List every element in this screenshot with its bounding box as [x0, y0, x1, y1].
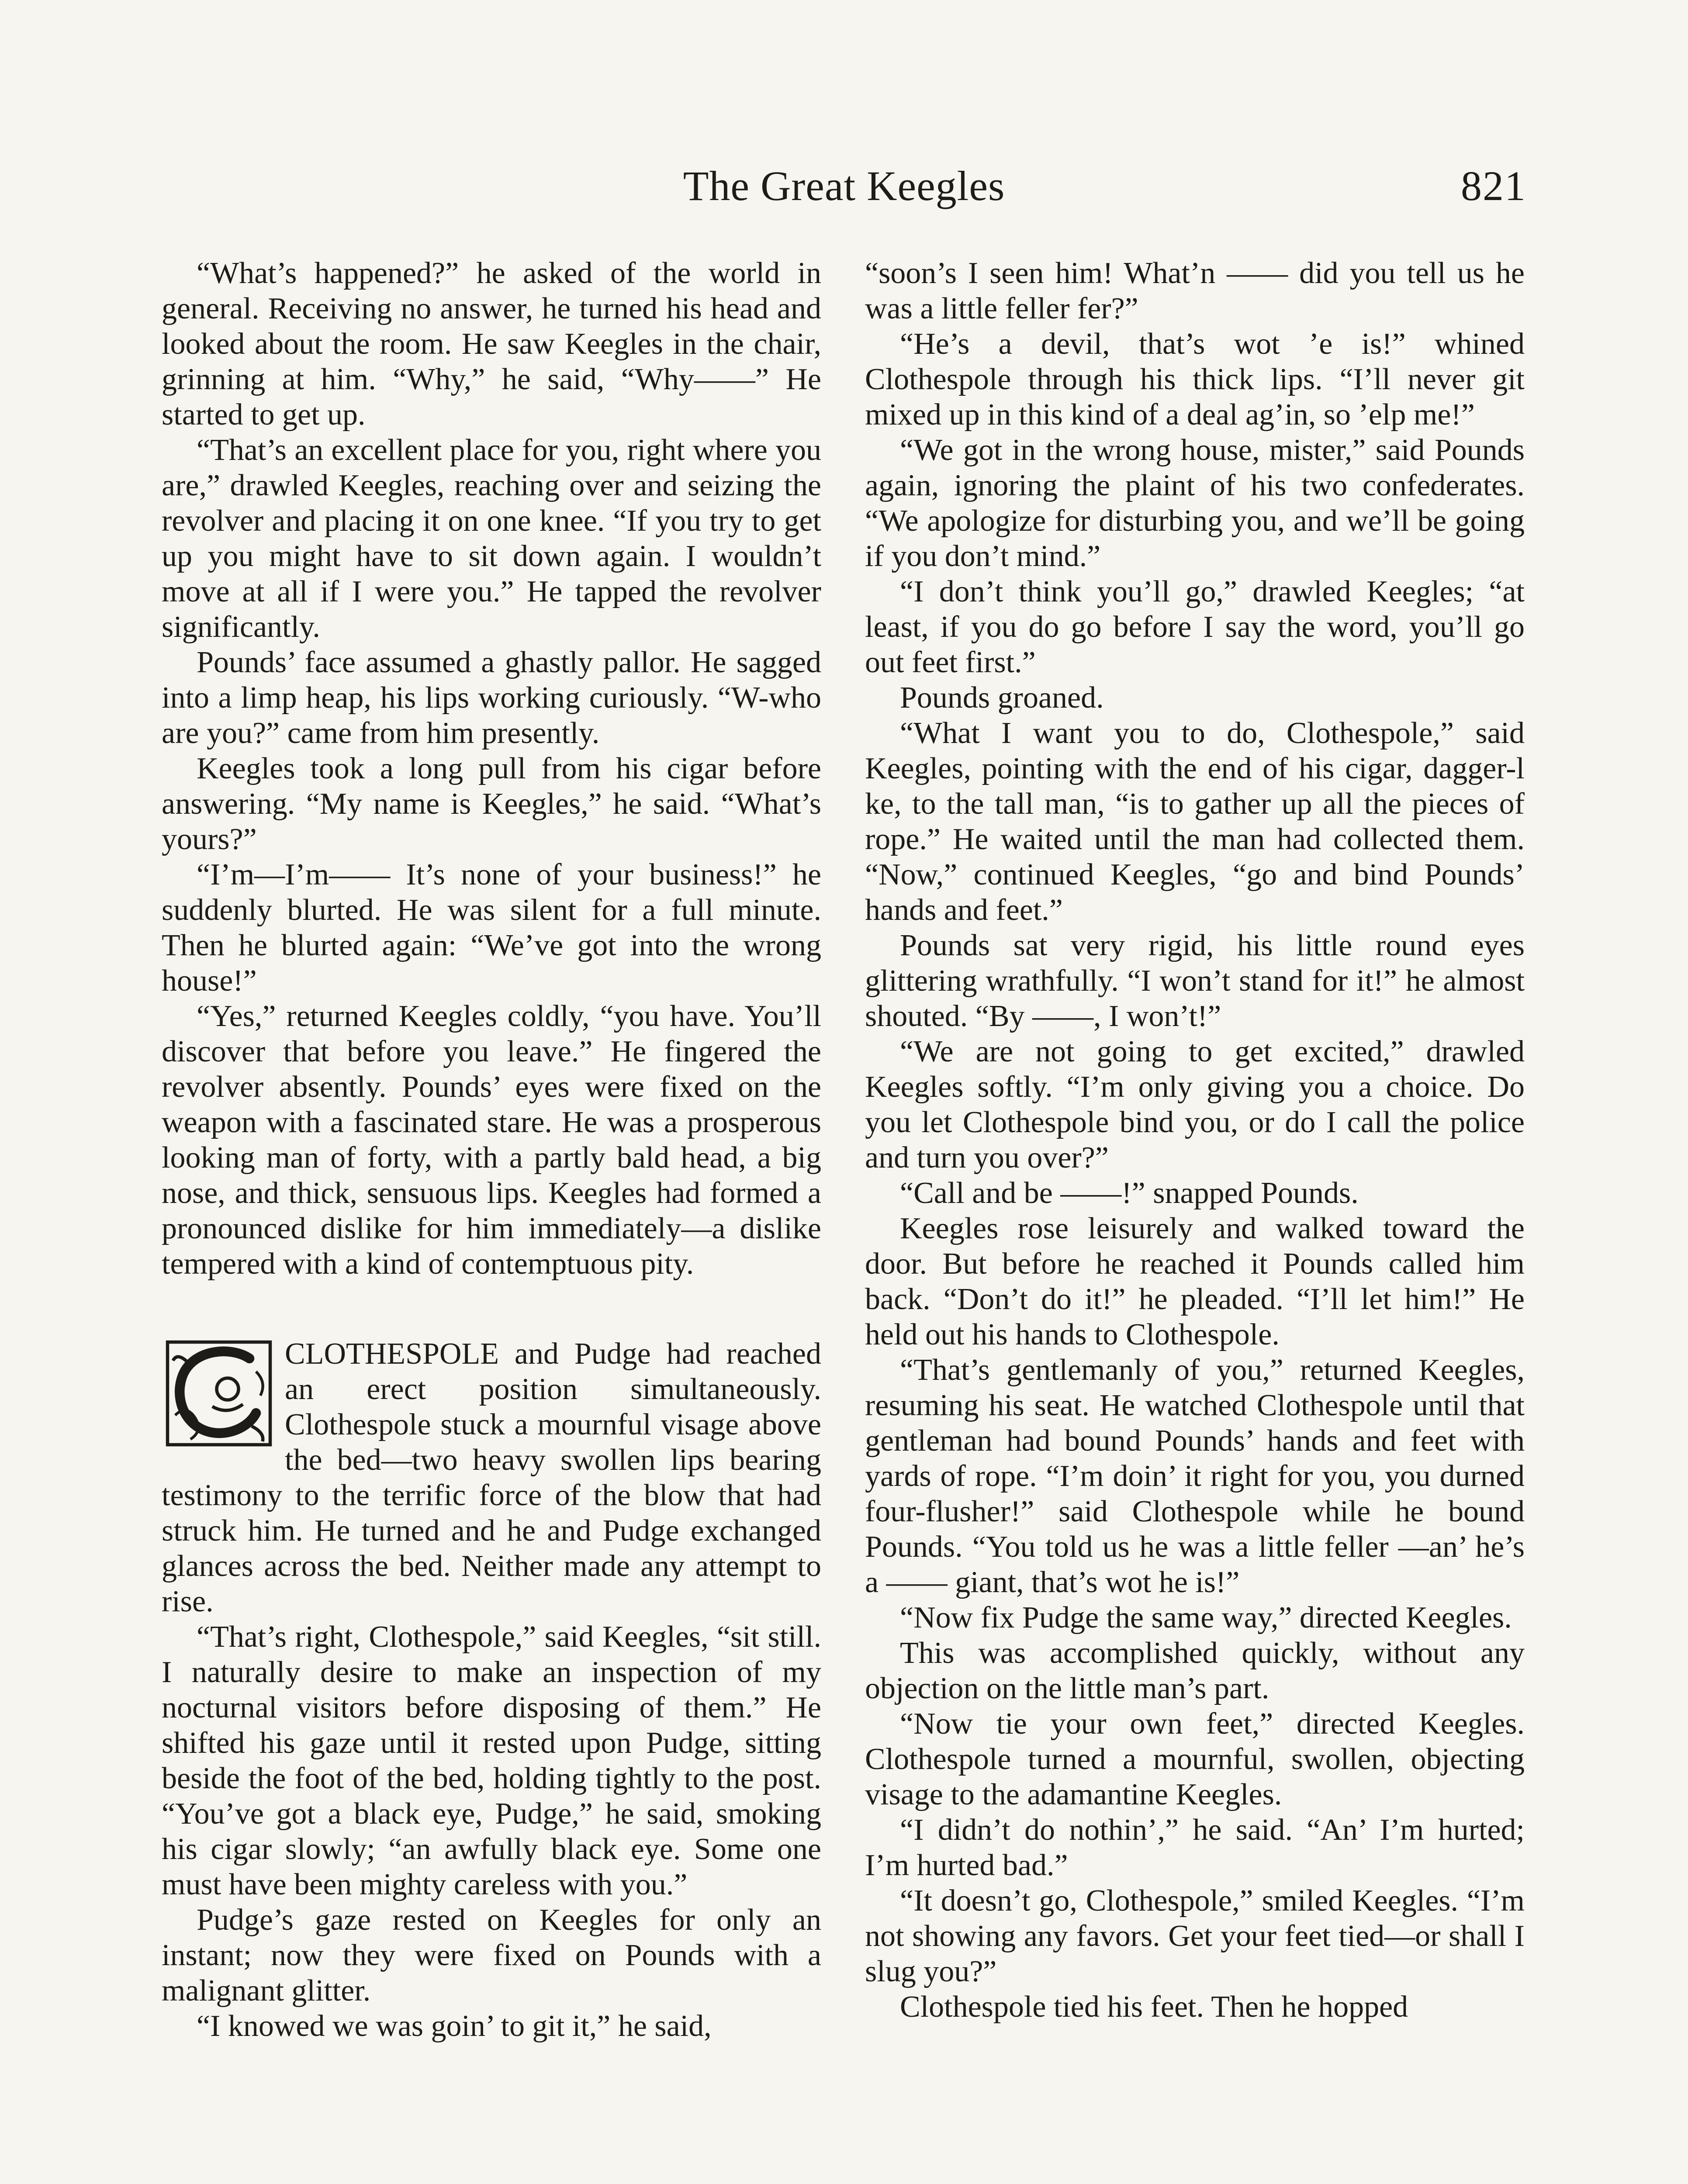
running-head [0, 162, 1688, 227]
paragraph: “That’s right, Clothespole,” said Keegles, “sit still. I naturally desire to make an inspection of my nocturnal visitors before disposing of them.” He shifted his gaze until it rested upon Pudge, sitting beside the foot of the bed, holding tightly to the post. “You’ve got a black eye, Pudge,” he said, smoking his cigar slowly; “an awfully black eye. Some one must have been mighty careless with you.” [162, 1620, 821, 1901]
paragraph: Pudge’s gaze rested on Keegles for only an instant; now they were fixed on Pounds with a malignant glitter. [162, 1903, 821, 2008]
paragraph: “That’s an excellent place for you, right where you are,” drawled Keegles, reaching over and seizing the revolver and placing it on one knee. “If you try to get up you might have to sit down again. I wouldn’t move at all if I were you.” He tapped the revolver significantly. [162, 433, 821, 644]
left-column [162, 256, 821, 2044]
paragraph: “I didn’t do nothin’,” he said. “An’ I’m hurted; I’m hurted bad.” [865, 1813, 1525, 1882]
paragraph: Pounds sat very rigid, his little round eyes glittering wrathfully. “I won’t stand for it!” he almost shouted. “By ——, I won’t!” [865, 929, 1525, 1033]
paragraph: This was accomplished quickly, without any objection on the little man’s part. [865, 1636, 1525, 1705]
paragraph: “What’s happened?” he asked of the world in general. Receiving no answer, he turned his head and looked about the room. He saw Keegles in the chair, grinning at him. “Why,” he said, “Why——” He started to get up. [162, 256, 821, 432]
paragraph: “I don’t think you’ll go,” drawled Keegles; “at least, if you do go before I say the word, you’ll go out feet first.” [865, 575, 1525, 679]
paragraph: “Now tie your own feet,” directed Keegles. Clothespole turned a mournful, swollen, objecting visage to the adamantine Keegles. [865, 1707, 1525, 1811]
decorative-initial-c-icon [164, 1339, 273, 1448]
paragraph: “That’s gentlemanly of you,” returned Keegles, resuming his seat. He watched Clothespole until that gentleman had bound Pounds’ hands and feet with yards of rope. “I’m doin’ it right for you, you durned four-flusher!” said Clothespole while he bound Pounds. “You told us he was a little feller —an’ he’s a —— giant, that’s wot he is!” [865, 1353, 1525, 1599]
paragraph: “I knowed we was goin’ to git it,” he said, [197, 2009, 712, 2043]
paragraph: “Now fix Pudge the same way,” directed Keegles. [900, 1601, 1512, 1635]
paragraph: Clothespole tied his feet. Then he hopped [900, 1990, 1408, 2024]
paragraph: “We got in the wrong house, mister,” said Pounds again, ignoring the plaint of his two confederates. “We apologize for disturbing you, and we’ll be going if you don’t mind.” [865, 433, 1525, 573]
paragraph: “Call and be ——!” snapped Pounds. [900, 1176, 1359, 1210]
paragraph: Pounds groaned. [900, 681, 1104, 715]
paragraph: “What I want you to do, Clothespole,” said Keegles, pointing with the end of his cigar, dagger-l ke, to the tall man, “is to gather up all the pieces of rope.” He waited until the man had collected them. “Now,” continued Keegles, “go and bind Pounds’ hands and feet.” [865, 716, 1525, 927]
paragraph: “I’m—I’m—— It’s none of your business!” he suddenly blurted. He was silent for a full minute. Then he blurted again: “We’ve got into the wrong house!” [162, 858, 821, 998]
drop-cap-paragraph: CLOTHESPOLE and Pudge had reached an erect position simultaneously. Clothespole stuck a mournful visage above the bed—two heavy swollen lips bearing testimony to the terrific force of the blow that had struck him. He turned and he and Pudge exchanged glances across the bed. Neither made any attempt to rise. [162, 1337, 821, 1618]
paragraph: Keegles took a long pull from his cigar before answering. “My name is Keegles,” he said. “What’s yours?” [162, 752, 821, 856]
page-number: 821 [1461, 162, 1526, 209]
paragraph: “It doesn’t go, Clothespole,” smiled Keegles. “I’m not showing any favors. Get your feet tied—or shall I slug you?” [865, 1884, 1525, 1988]
paragraph: “He’s a devil, that’s wot ’e is!” whined Clothespole through his thick lips. “I’ll never git mixed up in this kind of a deal ag’in, so ’elp me!” [865, 327, 1525, 432]
paragraph: Pounds’ face assumed a ghastly pallor. He sagged into a limp heap, his lips working curiously. “W-who are you?” came from him presently. [162, 646, 821, 750]
running-title: The Great Keegles [683, 162, 1005, 209]
continued-paragraph: “soon’s I seen him! What’n —— did you tell us he was a little feller fer?” [865, 256, 1525, 325]
paragraph: “Yes,” returned Keegles coldly, “you have. You’ll discover that before you leave.” He fingered the revolver absently. Pounds’ eyes were fixed on the weapon with a fascinated stare. He was a prosperous looking man of forty, with a partly bald head, a big nose, and thick, sensuous lips. Keegles had formed a pronounced dislike for him immediately—a dislike tempered with a kind of contemptuous pity. [162, 999, 821, 1281]
paragraph: “We are not going to get excited,” drawled Keegles softly. “I’m only giving you a choice. Do you let Clothespole bind you, or do I call the police and turn you over?” [865, 1035, 1525, 1175]
paragraph: Keegles rose leisurely and walked toward the door. But before he reached it Pounds called him back. “Don’t do it!” he pleaded. “I’ll let him!” He held out his hands to Clothespole. [865, 1212, 1525, 1351]
section-break [162, 1282, 821, 1336]
right-column [865, 256, 1525, 2025]
drop-cap-section [162, 1336, 821, 1619]
